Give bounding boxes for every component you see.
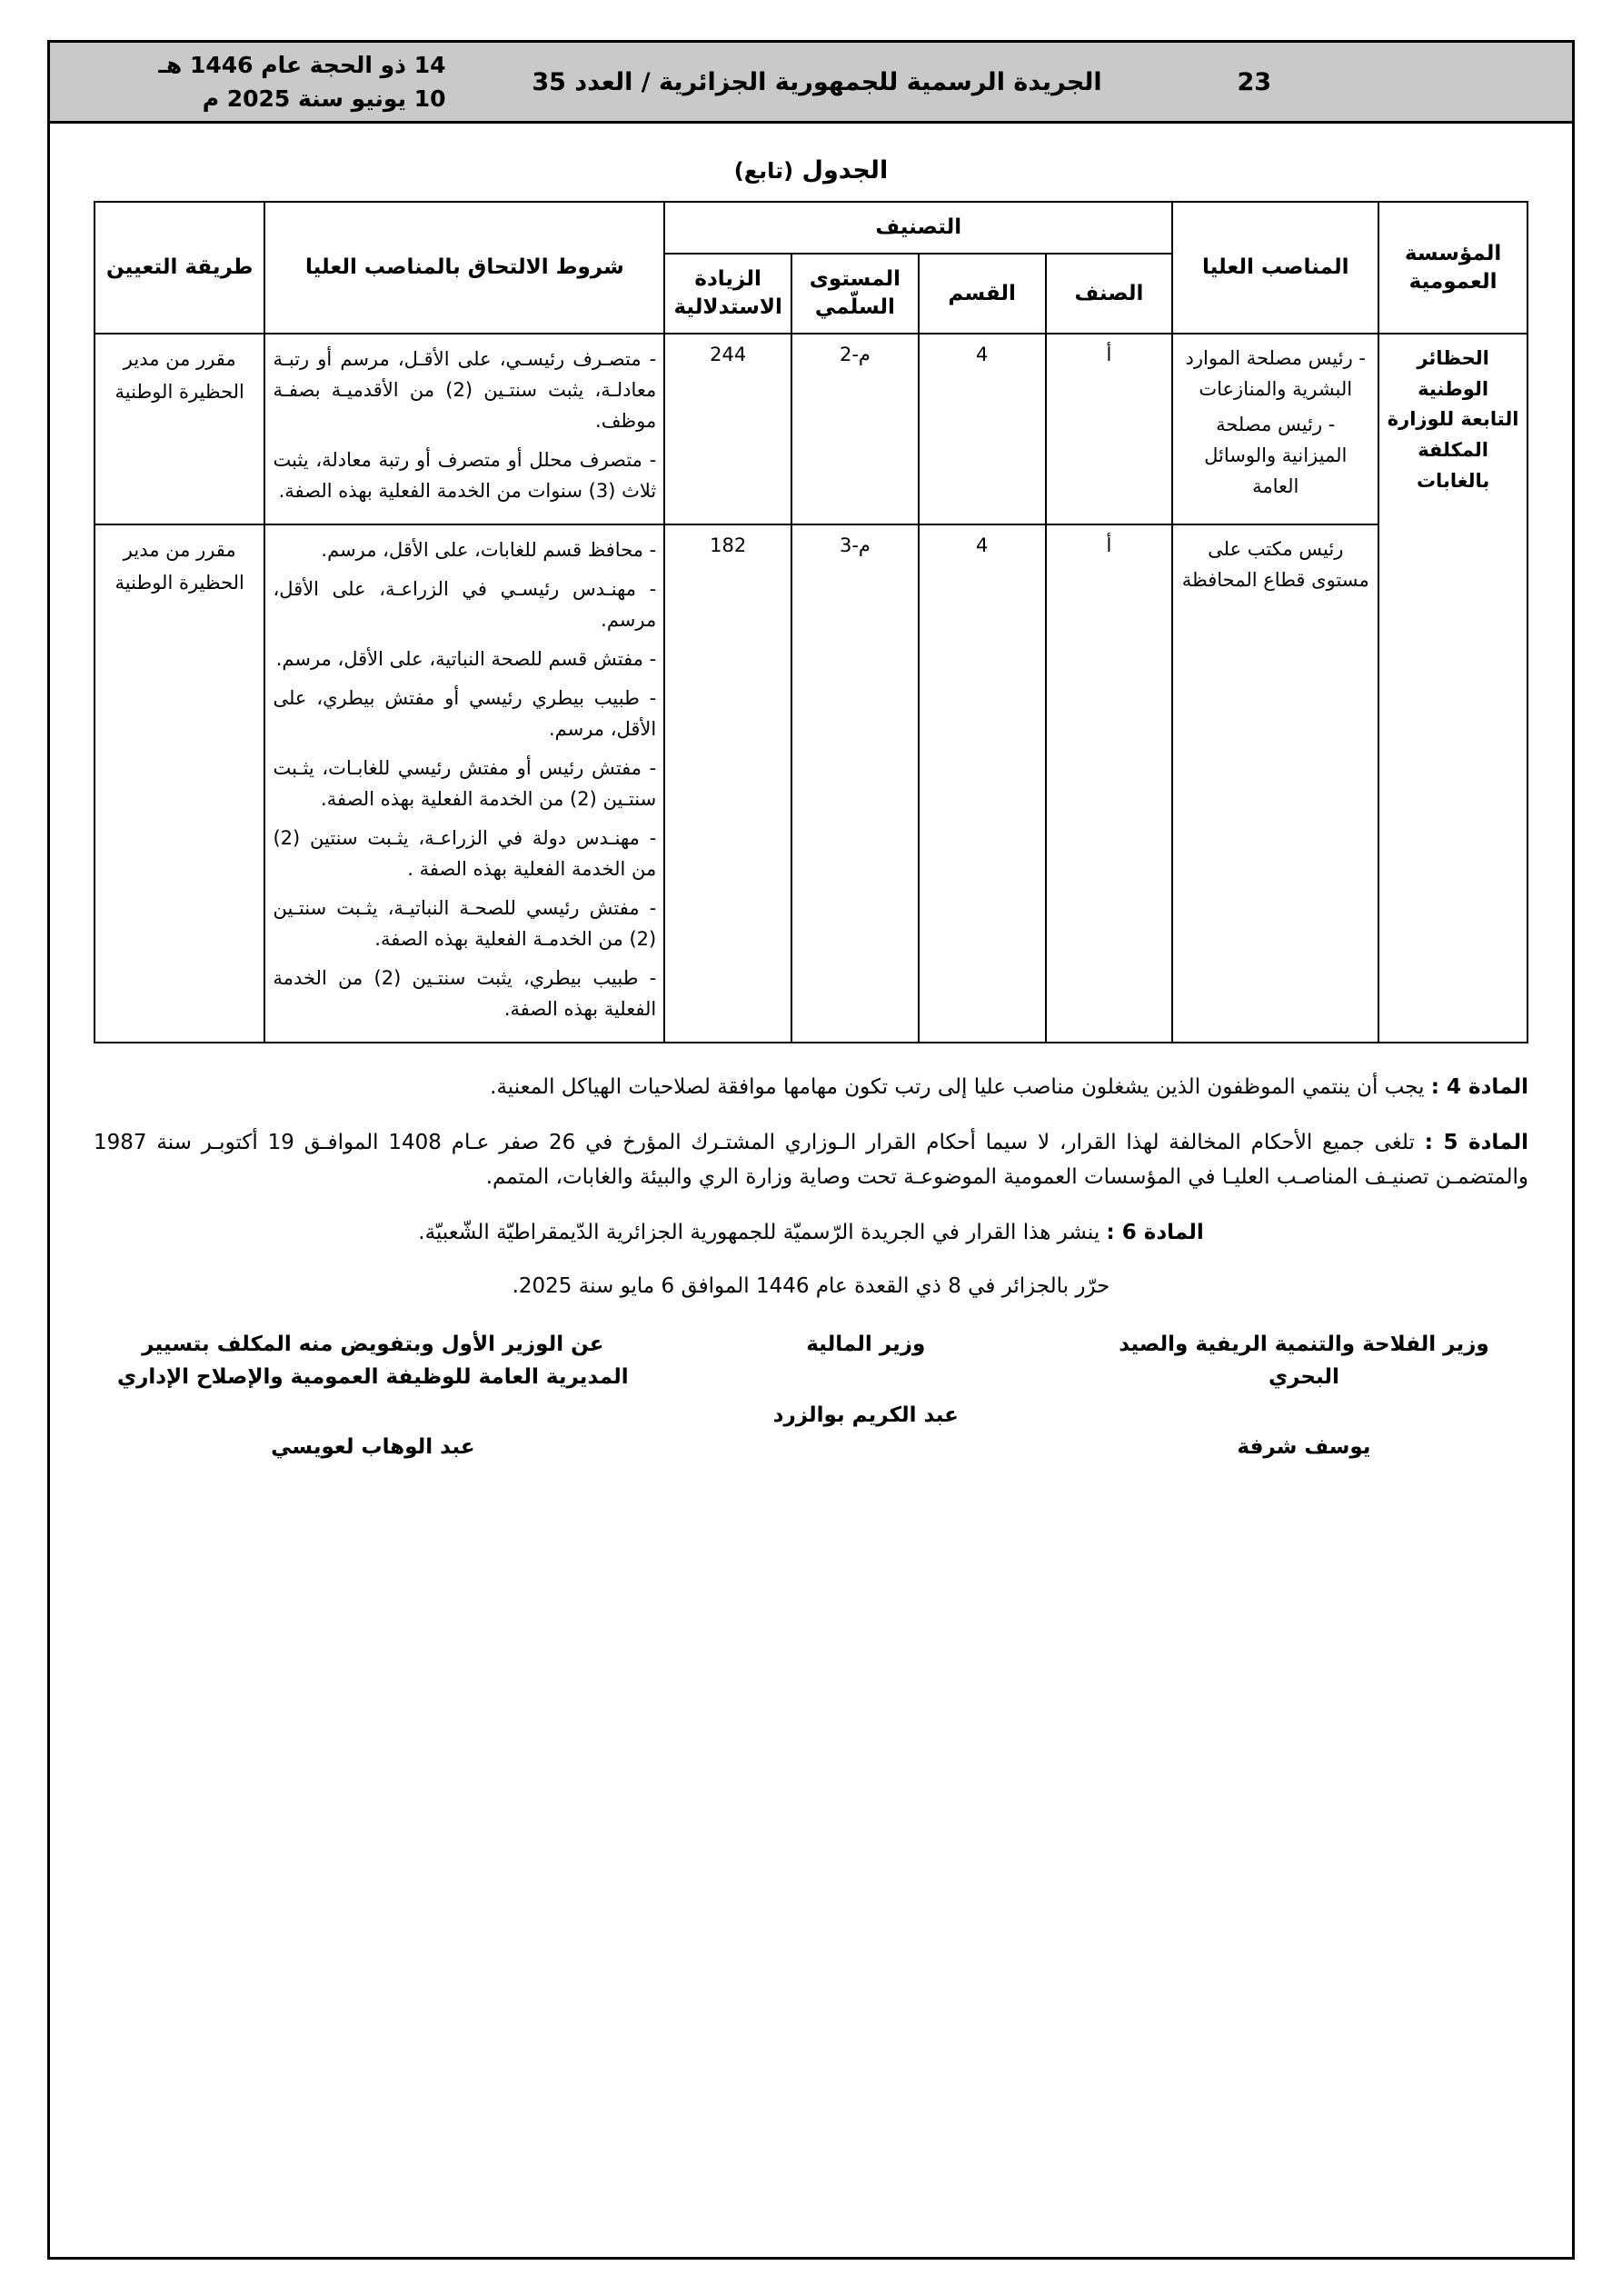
page-number: 23	[1237, 67, 1272, 96]
th-classification: التصنيف	[664, 202, 1172, 254]
signature-agriculture	[1085, 1329, 1523, 1464]
article-5-text: تلغى جميع الأحكام المخالفة لهذا القرار، لا سيما أحكام القرار الـوزاري المشتـرك المؤرخ في 26 صفر عـام 1408 الموافـق 19 أكتوبـر سنة 1987 والمتضمـن تصنيـف المناصـب العليـا في المؤسسات العمومية الموضوعـة تحت وصاية وزارة الري والبيئة والغابات، المتمم.	[94, 1131, 1528, 1190]
signature-name: عبد الكريم بوالزرد	[772, 1403, 959, 1427]
condition-item: - طبيب بيطري رئيسي أو مفتش بيطري، على الأقل، مرسم.	[273, 687, 657, 741]
article-4-label: المادة 4 :	[1430, 1075, 1528, 1100]
cell-class: أ	[1046, 524, 1173, 1043]
th-class: الصنف	[1046, 254, 1173, 334]
cell-posts	[1172, 524, 1378, 1043]
th-section: القسم	[919, 254, 1046, 334]
table-row	[95, 524, 1527, 1043]
cell-conditions	[264, 334, 664, 524]
cell-conditions	[264, 524, 664, 1043]
articles-section	[94, 1071, 1528, 1251]
table-caption	[94, 156, 1528, 185]
article-5	[94, 1126, 1528, 1195]
header-dates	[50, 43, 470, 121]
signature-name: عبد الوهاب لعويسي	[271, 1435, 475, 1460]
cell-section: 4	[919, 334, 1046, 524]
signature-title: وزير الفلاحة والتنمية الريفية والصيد البحري	[1119, 1333, 1489, 1389]
article-4	[94, 1071, 1528, 1105]
condition-item: - مفتش قسم للصحة النباتية، على الأقل، مرسم.	[275, 648, 657, 671]
hijri-date: 14 ذو الحجة عام 1446 هـ	[158, 51, 446, 78]
article-6	[94, 1216, 1528, 1251]
th-institution: المؤسسة العمومية	[1378, 202, 1527, 334]
table-caption-suffix: (تابع)	[733, 158, 794, 184]
page-header	[50, 43, 1572, 124]
article-4-text: يجب أن ينتمي الموظفون الذين يشغلون مناصب عليا إلى رتب تكون مهامها موافقة لصلاحيات الهياكل المعنية.	[490, 1075, 1431, 1100]
article-6-label: المادة 6 :	[1106, 1221, 1204, 1245]
cell-level: م-3	[791, 524, 919, 1043]
condition-item: - متصرف محلل أو متصرف أو رتبة معادلة، يثبت ثلاث (3) سنوات من الخدمة الفعلية بهذه الصفة.	[273, 449, 657, 503]
th-posts: المناصب العليا	[1172, 202, 1378, 334]
article-6-text: ينشر هذا القرار في الجريدة الرّسميّة للجمهورية الجزائرية الدّيمقراطيّة الشّعبيّة.	[418, 1221, 1107, 1245]
table-head	[95, 202, 1527, 334]
gregorian-date: 10 يونيو سنة 2025 م	[202, 85, 446, 112]
condition-item: - محافظ قسم للغابات، على الأقل، مرسم.	[321, 539, 657, 562]
condition-item: - متصـرف رئيسـي، على الأقـل، مرسم أو رتبـة معادلـة، يثبت سنتـين (2) من الأقدميـة بصفـة موظف.	[273, 348, 657, 433]
condition-item: - مهنـدس رئيسـي في الزراعـة، على الأقل، مرسم.	[273, 578, 657, 632]
th-appointment: طريقة التعيين	[95, 202, 264, 334]
th-conditions: شروط الالتحاق بالمناصب العليا	[264, 202, 664, 334]
signatures-block	[94, 1329, 1528, 1464]
signature-title: عن الوزير الأول وبتفويض منه المكلف بتسيير المديرية العامة للوظيفة العمومية والإصلاح الإداري	[117, 1333, 629, 1389]
cell-increase: 182	[664, 524, 791, 1043]
signature-title: وزير المالية	[806, 1333, 926, 1357]
signature-public-service	[99, 1329, 647, 1464]
signature-name: يوسف شرفة	[1237, 1435, 1371, 1460]
article-5-label: المادة 5 :	[1424, 1131, 1528, 1155]
cell-appointment: مقرر من مدير الحظيرة الوطنية	[95, 334, 264, 524]
cell-section: 4	[919, 524, 1046, 1043]
condition-item: - مفتش رئيسي للصحـة النباتيـة، يثـبت سنتـين (2) من الخدمـة الفعلية بهذه الصفة.	[273, 897, 657, 951]
post-item: رئيس مكتب على مستوى قطاع المحافظة	[1181, 538, 1369, 591]
cell-institution: الحظائر الوطنية التابعة للوزارة المكلفة بالغابات	[1378, 334, 1527, 1043]
condition-item: - طبيب بيطري، يثبت سنتـين (2) من الخدمة الفعلية بهذه الصفة.	[273, 967, 657, 1021]
page-body	[50, 124, 1572, 1473]
classification-table	[94, 201, 1528, 1043]
journal-title: الجريدة الرسمية للجمهورية الجزائرية / العدد 35	[532, 67, 1102, 96]
post-item: - رئيس مصلحة الموارد البشرية والمنازعات	[1185, 347, 1366, 400]
table-caption-main: الجدول	[801, 156, 889, 185]
cell-class: أ	[1046, 334, 1173, 524]
page-frame	[47, 40, 1575, 2260]
cell-posts	[1172, 334, 1378, 524]
cell-level: م-2	[791, 334, 919, 524]
condition-item: - مفتش رئيس أو مفتش رئيسي للغابـات، يثـبت سنتـين (2) من الخدمة الفعلية بهذه الصفة.	[273, 757, 657, 811]
signature-finance	[647, 1329, 1085, 1464]
th-increase: الزيادة الاستدلالية	[664, 254, 791, 334]
table-head-row-1	[95, 202, 1527, 254]
th-level: المستوى السلّمي	[791, 254, 919, 334]
condition-item: - مهنـدس دولة في الزراعـة، يثـبت سنتين (2) من الخدمة الفعلية بهذه الصفة .	[273, 827, 657, 881]
table-row	[95, 334, 1527, 524]
table-body	[95, 334, 1527, 1043]
cell-increase: 244	[664, 334, 791, 524]
signing-place-date: حرّر بالجزائر في 8 ذي القعدة عام 1446 الموافق 6 مايو سنة 2025.	[512, 1274, 1110, 1299]
post-item: - رئيس مصلحة الميزانية والوسائل العامة	[1204, 414, 1348, 497]
cell-appointment: مقرر من مدير الحظيرة الوطنية	[95, 524, 264, 1043]
